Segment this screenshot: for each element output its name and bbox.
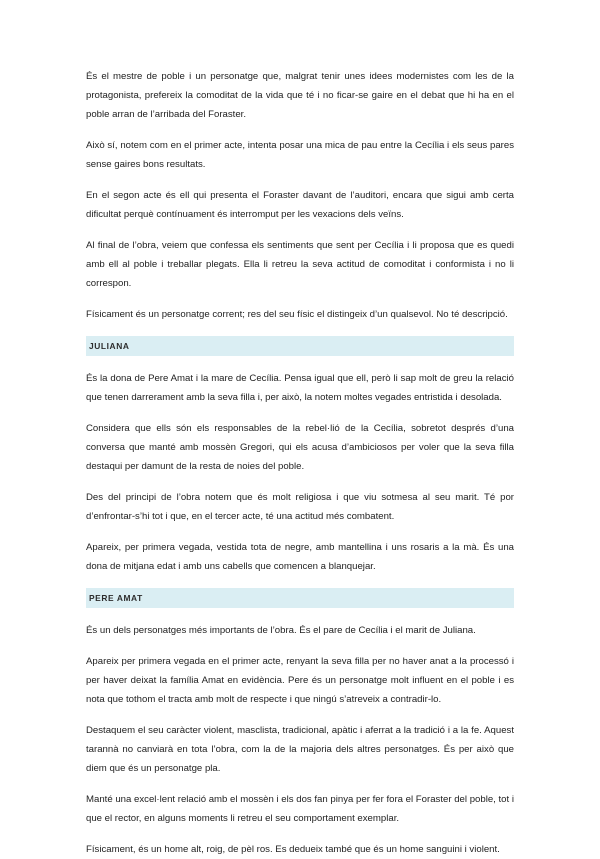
- paragraph: Manté una excel·lent relació amb el mossèn i els dos fan pinya per fer fora el Foraster del poble, tot i que el rector, en alguns moments li retreu el seu comportament exemplar.: [86, 794, 514, 824]
- paragraph: Físicament, és un home alt, roig, de pèl ros. Es dedueix també que és un home sanguini i violent.: [86, 844, 500, 855]
- paragraph: Al final de l’obra, veiem que confessa els sentiments que sent per Cecília i li proposa que es quedi amb ell al poble i treballar plegats. Ella li retreu la seva actitud de comoditat i conformista i no li correspon.: [86, 240, 514, 289]
- paragraph: Això sí, notem com en el primer acte, intenta posar una mica de pau entre la Cecília i els seus pares sense gaires bons resultats.: [86, 140, 514, 170]
- paragraph: Apareix per primera vegada en el primer acte, renyant la seva filla per no haver anat a la processó i per haver deixat la família Amat en evidència. Pere és un personatge molt influent en el poble i es nota que tothom el tracta amb molt de respecte i que ningú s’atreveix a contradir-lo.: [86, 656, 514, 705]
- intro-section: [86, 67, 514, 324]
- paragraph: És el mestre de poble i un personatge que, malgrat tenir unes idees modernistes com les de la protagonista, prefereix la comoditat de la vida que té i no ficar-se gaire en el debat que hi ha en el poble arran de l’arribada del Foraster.: [86, 71, 514, 120]
- paragraph: És la dona de Pere Amat i la mare de Cecília. Pensa igual que ell, però li sap molt de greu la relació que tenen darrerament amb la seva filla i, per això, la notem moltes vegades entristida i desolada.: [86, 373, 514, 403]
- paragraph: És un dels personatges més importants de l’obra. És el pare de Cecília i el marit de Juliana.: [86, 625, 476, 636]
- paragraph: Apareix, per primera vegada, vestida tota de negre, amb mantellina i uns rosaris a la mà. És una dona de mitjana edat i amb uns cabells que comencen a blanquejar.: [86, 542, 514, 572]
- paragraph: Considera que ells són els responsables de la rebel·lió de la Cecília, sobretot després d’una conversa que manté amb mossèn Gregori, qui els acusa d’ambiciosos per voler que la seva filla destaqui per damunt de la resta de noies del poble.: [86, 423, 514, 472]
- section-pere-amat: [86, 588, 514, 859]
- paragraph: Destaquem el seu caràcter violent, masclista, tradicional, apàtic i aferrat a la tradició i a la fe. Aquest tarannà no canviarà en tota l’obra, com la de la majoria dels altres personatges. És per això que diem que és un personatge pla.: [86, 725, 514, 774]
- section-heading: JULIANA: [86, 336, 514, 356]
- section-juliana: [86, 336, 514, 576]
- paragraph: Des del principi de l’obra notem que és molt religiosa i que viu sotmesa al seu marit. Té por d’enfrontar-s’hi tot i que, en el tercer acte, té una actitud més combatent.: [86, 492, 514, 522]
- paragraph: Físicament és un personatge corrent; res del seu físic el distingeix d’un qualsevol. No té descripció.: [86, 309, 508, 320]
- paragraph: En el segon acte és ell qui presenta el Foraster davant de l’auditori, encara que sigui amb certa dificultat perquè contínuament és interromput per les vexacions dels veïns.: [86, 190, 514, 220]
- section-heading: PERE AMAT: [86, 588, 514, 608]
